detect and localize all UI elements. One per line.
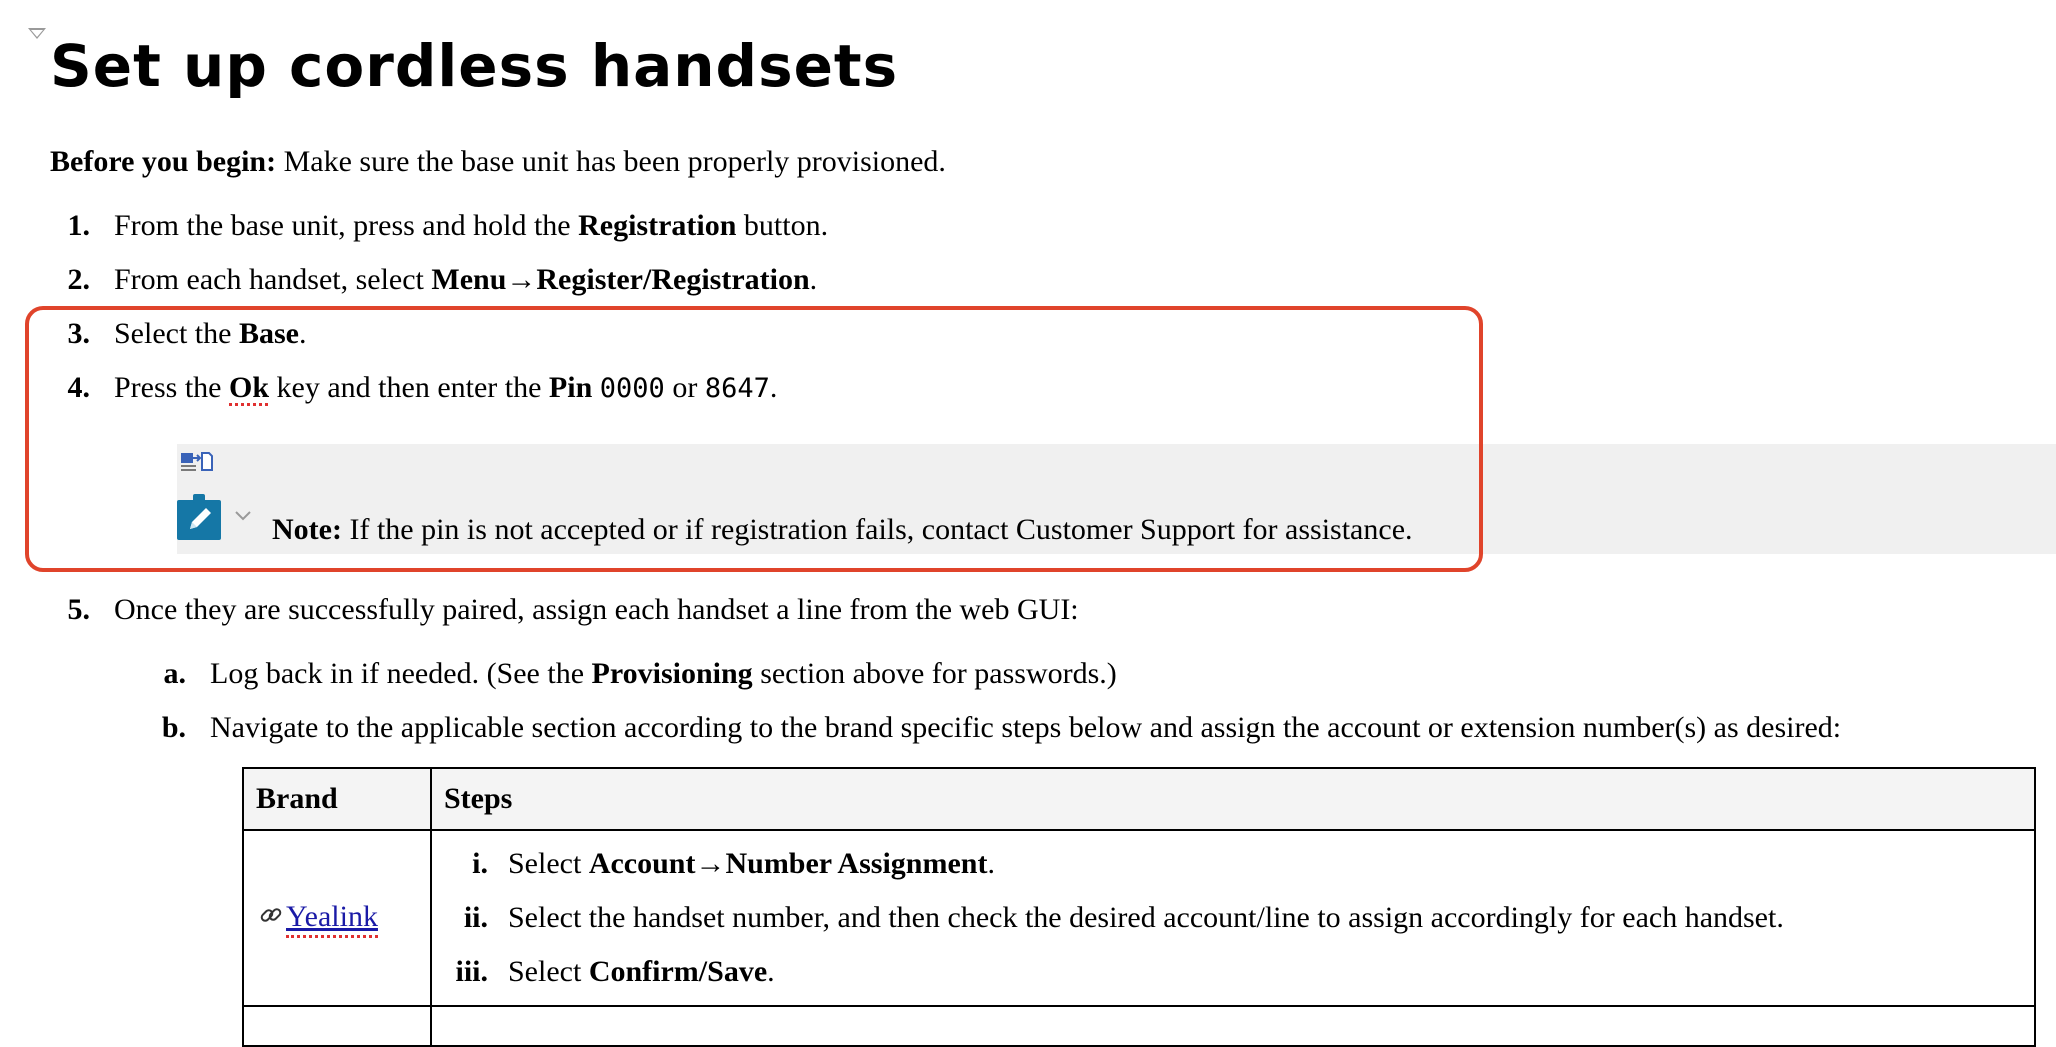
step-4-text-end: . xyxy=(769,371,778,404)
table-header-row xyxy=(243,768,2035,830)
brand-steps-table xyxy=(242,767,2036,1047)
step-3-text: Select the xyxy=(114,317,239,350)
ok-key-label: Ok xyxy=(229,371,270,404)
page-title: Set up cordless handsets xyxy=(50,32,899,100)
substep-i-text xyxy=(508,837,995,891)
pin-label: Pin xyxy=(548,371,593,404)
note-body: If the pin is not accepted or if registration fails, contact Customer Support for assistance. xyxy=(341,513,1413,546)
step-1 xyxy=(114,206,828,246)
brand-link-yealink[interactable] xyxy=(286,900,378,938)
steps-cell-empty xyxy=(431,1006,2035,1046)
substep-a-text-end: section above for passwords.) xyxy=(752,657,1117,690)
step-2-text-end: . xyxy=(809,263,818,296)
step-2-number: 2. xyxy=(67,263,90,296)
substep-iii-number: iii. xyxy=(455,955,488,988)
brand-link-yealink-label: Yealink xyxy=(286,900,378,938)
substep-ii-text: Select the handset number, and then check the desired account/line to assign accordingly for each handset. xyxy=(508,901,1784,934)
substep-ii-number: ii. xyxy=(463,901,488,934)
substep-b-number: b. xyxy=(161,711,186,744)
substep-iii-text-start: Select xyxy=(508,955,589,988)
step-5 xyxy=(114,590,1079,630)
substep-i-bold: Account→Number Assignment xyxy=(588,847,988,880)
step-3-text-end: . xyxy=(298,317,307,350)
table-header-brand: Brand xyxy=(243,768,431,830)
list-item xyxy=(448,837,2034,891)
collapse-toggle-icon[interactable] xyxy=(28,28,46,39)
step-1-text: From the base unit, press and hold the xyxy=(114,209,579,242)
substep-iii-text-end: . xyxy=(767,955,775,988)
substep-i-text-start: Select xyxy=(508,847,589,880)
substep-a-text: Log back in if needed. (See the xyxy=(210,657,592,690)
step-4-number: 4. xyxy=(67,371,90,404)
step-2-text: From each handset, select xyxy=(114,263,432,296)
substep-iii-text xyxy=(508,945,775,999)
substep-a xyxy=(210,654,1117,694)
table-row xyxy=(243,830,2035,1006)
step-3-bold: Base xyxy=(238,317,299,350)
substep-i-text-end: . xyxy=(987,847,995,880)
substep-i-number: i. xyxy=(472,847,488,880)
before-you-begin-text: Make sure the base unit has been properly provisioned. xyxy=(276,145,946,178)
step-1-text-end: button. xyxy=(736,209,829,242)
step-4-or: or xyxy=(664,371,705,404)
step-1-number: 1. xyxy=(67,209,90,242)
step-3-number: 3. xyxy=(67,317,90,350)
list-item xyxy=(448,945,2034,999)
step-5-text: Once they are successfully paired, assign each handset a line from the web GUI: xyxy=(114,593,1079,626)
highlight-annotation xyxy=(25,306,1483,572)
step-2 xyxy=(114,260,817,300)
step-4-text: Press the xyxy=(114,371,229,404)
table-header-steps: Steps xyxy=(431,768,2035,830)
substep-iii-bold: Confirm/Save xyxy=(588,955,768,988)
pin-code-1: 0000 xyxy=(599,373,665,404)
before-you-begin xyxy=(50,142,946,182)
brand-cell-empty xyxy=(243,1006,431,1046)
note-label: Note: xyxy=(272,513,342,546)
steps-cell xyxy=(431,830,2035,1006)
substep-a-bold: Provisioning xyxy=(591,657,753,690)
brand-cell xyxy=(243,830,431,1006)
step-4-text-2: key and then enter the xyxy=(269,371,549,404)
list-item xyxy=(448,891,2034,945)
table-row xyxy=(243,1006,2035,1046)
substep-b xyxy=(210,708,1841,748)
substep-b-text: Navigate to the applicable section according to the brand specific steps below and assign the account or extension number(s) as desired: xyxy=(210,711,1842,744)
substep-a-number: a. xyxy=(163,657,186,690)
step-2-bold: Menu→Register/Registration xyxy=(431,263,810,296)
step-1-bold: Registration xyxy=(578,209,737,242)
pin-code-2: 8647 xyxy=(704,373,770,404)
before-you-begin-label: Before you begin: xyxy=(50,145,277,178)
link-icon xyxy=(258,902,284,936)
step-5-number: 5. xyxy=(67,593,90,626)
